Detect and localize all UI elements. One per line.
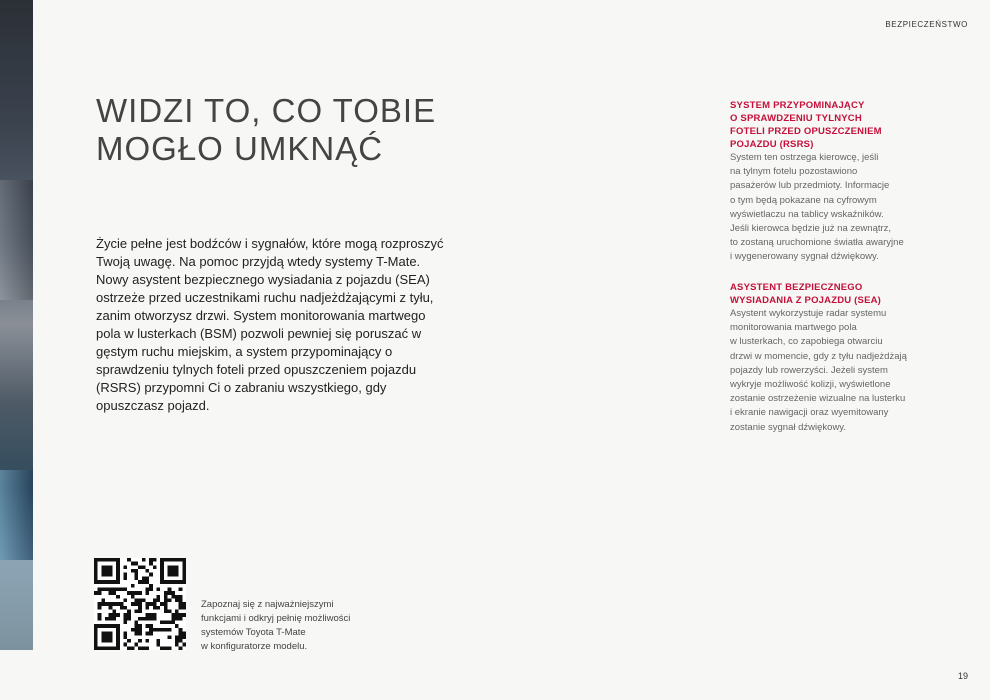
page-number: 19 [957,671,968,681]
title-line: MOGŁO UMKNĄĆ [96,130,384,167]
feature-sea [730,281,950,435]
cover-photo-strip [0,0,33,650]
qr-caption: Zapoznaj się z najważniejszymi funkcjami i odkryj pełnię możliwości systemów Toyota T-Mate w konfiguratorze modelu. [201,599,351,652]
qr-code-icon[interactable] [94,558,186,650]
page-title [96,92,516,168]
feature-title: SYSTEM PRZYPOMINAJĄCY O SPRAWDZENIU TYLNYCH FOTELI PRZED OPUSZCZENIEM POJAZDU (RSRS) [730,100,882,150]
title-line: WIDZI TO, CO TOBIE [96,92,437,129]
feature-rsrs [730,99,950,265]
feature-description: Asystent wykorzystuje radar systemu monitorowania martwego pola w lusterkach, co zapobiega otwarciu drzwi w momencie, gdy z tyłu nadjeżdżają pojazdy lub rowerzyści. Jeżeli system wykryje możliwość kolizji, wyświetlone zostanie ostrzeżenie wizualne na lusterku i ekranie nawigacji oraz wyemitowany zostanie sygnał dźwiękowy. [730,308,907,433]
feature-title: ASYSTENT BEZPIECZNEGO WYSIADANIA Z POJAZDU (SEA) [730,282,882,306]
section-label: BEZPIECZEŃSTWO [885,20,968,29]
feature-description: System ten ostrzega kierowcę, jeśli na tylnym fotelu pozostawiono pasażerów lub przedmioty. Informacje o tym będą pokazane na cyfrowym wyświetlaczu na tablicy wskaźników. Jeśli kierowca będzie już na zewnątrz, to zostaną uruchomione światła awaryjne i wygenerowany sygnał dźwiękowy. [730,152,904,263]
intro-paragraph: Życie pełne jest bodźców i sygnałów, które mogą rozproszyć Twoją uwagę. Na pomoc przyjdą wtedy systemy T-Mate. Nowy asystent bezpiecznego wysiadania z pojazdu (SEA) ostrzeże przed uczestnikami ruchu nadjeżdżającymi z tyłu, zanim otworzysz drzwi. System monitorowania martwego pola w lusterkach (BSM) pozwoli pewniej się poruszać w gęstym ruchu miejskim, a system przypominający o sprawdzeniu tylnych foteli przed opuszczeniem pojazdu (RSRS) przypomni Ci o zabraniu wszystkiego, gdy opuszczasz pojazd. [96,236,444,413]
